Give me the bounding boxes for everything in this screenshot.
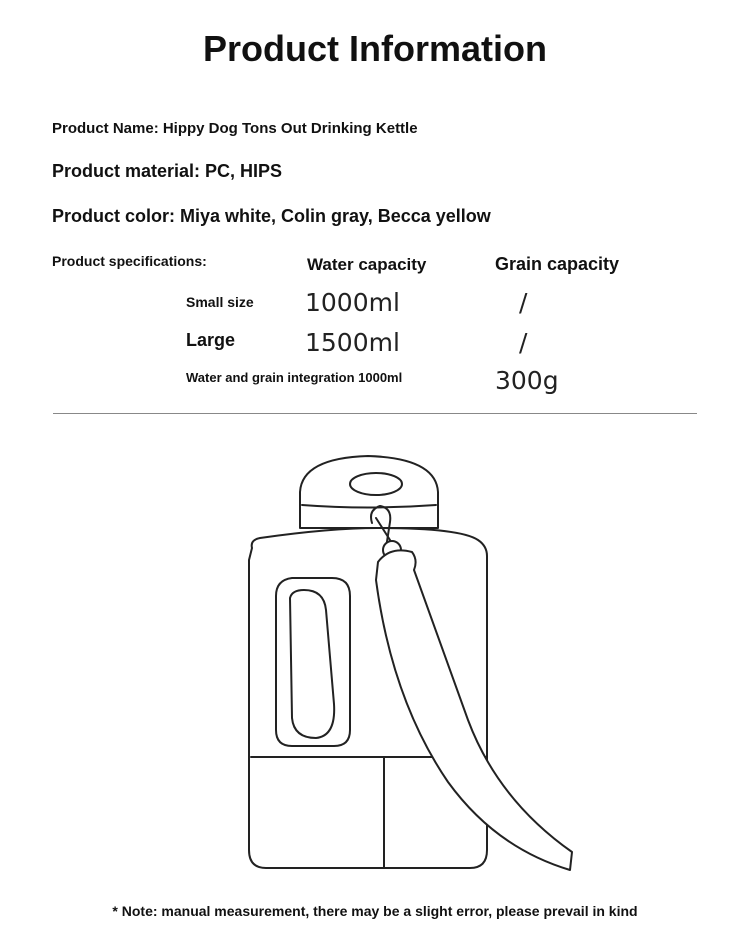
spec-grain-value: /	[519, 288, 528, 317]
spec-row-label: Small size	[186, 294, 254, 310]
spec-water-value: 1000ml	[305, 288, 400, 317]
spec-row-label: Large	[186, 330, 236, 350]
divider	[53, 413, 697, 414]
product-name: Product Name: Hippy Dog Tons Out Drinking Kettle	[52, 120, 418, 137]
spec-row-label: Water and grain integration 1000ml	[186, 370, 403, 385]
spec-grain-value: 300g	[495, 366, 559, 395]
spec-grain-value: /	[519, 328, 528, 357]
grain-capacity-header: Grain capacity	[495, 254, 620, 274]
measurement-note: * Note: manual measurement, there may be a slight error, please prevail in kind	[112, 903, 638, 919]
water-capacity-header: Water capacity	[307, 255, 427, 274]
spec-water-value: 1500ml	[305, 328, 400, 357]
specifications-label: Product specifications:	[52, 253, 207, 269]
water-bottle-illustration	[0, 420, 750, 890]
page-title: Product Information	[203, 28, 547, 69]
product-color: Product color: Miya white, Colin gray, Becca yellow	[52, 206, 491, 226]
product-material: Product material: PC, HIPS	[52, 161, 283, 181]
